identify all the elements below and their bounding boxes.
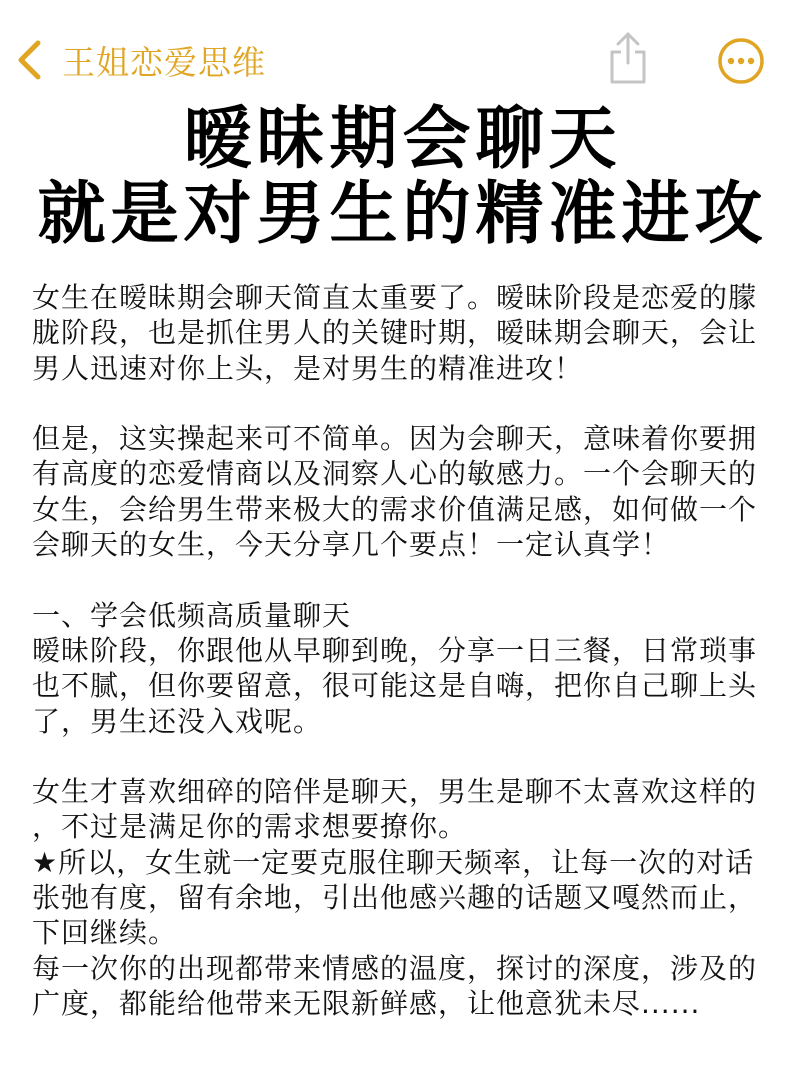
title-line: 就是对男生的精准进攻 bbox=[37, 175, 768, 252]
note-body bbox=[32, 280, 772, 1021]
text-line: 每一次你的出现都带来情感的温度，探讨的深度，涉及的 bbox=[32, 951, 758, 985]
paragraph-intro bbox=[32, 280, 772, 386]
text-line: 也不腻，但你要留意，很可能这是自嗨，把你自己聊上头 bbox=[32, 669, 758, 703]
text-line: 胧阶段，也是抓住男人的关键时期，暧昧期会聊天，会让 bbox=[32, 316, 758, 350]
text-line: 女生才喜欢细碎的陪伴是聊天，男生是聊不太喜欢这样的 bbox=[32, 775, 758, 809]
title-line: 暧昧期会聊天 bbox=[183, 102, 622, 179]
text-line: ★所以，女生就一定要克服住聊天频率，让每一次的对话 bbox=[32, 845, 755, 879]
paragraph-details bbox=[32, 774, 772, 1021]
text-line: 广度，都能给他带来无限新鲜感，让他意犹未尽...... bbox=[32, 986, 701, 1020]
text-line: 女生，会给男生带来极大的需求价值满足感，如何做一个 bbox=[32, 492, 758, 526]
more-circle-icon bbox=[716, 36, 766, 86]
navigation-bar bbox=[0, 0, 800, 110]
note-title bbox=[0, 102, 800, 252]
text-line: 了，男生还没入戏呢。 bbox=[32, 704, 323, 738]
section-heading: 一、学会低频高质量聊天 bbox=[32, 598, 352, 632]
paragraph-section-1 bbox=[32, 598, 772, 739]
text-line: 会聊天的女生，今天分享几个要点！一定认真学！ bbox=[32, 528, 671, 562]
text-line: ，不过是满足你的需求想要撩你。 bbox=[32, 810, 468, 844]
text-line: 但是，这实操起来可不简单。因为会聊天，意味着你要拥 bbox=[32, 422, 758, 456]
text-line: 张弛有度，留有余地，引出他感兴趣的话题又嘎然而止， bbox=[32, 881, 758, 915]
chevron-left-icon bbox=[14, 38, 44, 82]
share-button[interactable] bbox=[606, 30, 650, 86]
text-line: 暧昧阶段，你跟他从早聊到晚，分享一日三餐，日常琐事 bbox=[32, 633, 758, 667]
paragraph-but bbox=[32, 421, 772, 562]
more-button[interactable] bbox=[716, 36, 766, 86]
text-line: 男人迅速对你上头，是对男生的精准进攻！ bbox=[32, 351, 584, 385]
text-line: 有高度的恋爱情商以及洞察人心的敏感力。一个会聊天的 bbox=[32, 457, 758, 491]
text-line: 下回继续。 bbox=[32, 916, 178, 950]
text-line: 女生在暧昧期会聊天简直太重要了。暧昧阶段是恋爱的朦 bbox=[32, 281, 758, 314]
back-label: 王姐恋爱思维 bbox=[62, 42, 266, 82]
back-button[interactable] bbox=[14, 34, 266, 86]
share-icon bbox=[606, 30, 650, 86]
